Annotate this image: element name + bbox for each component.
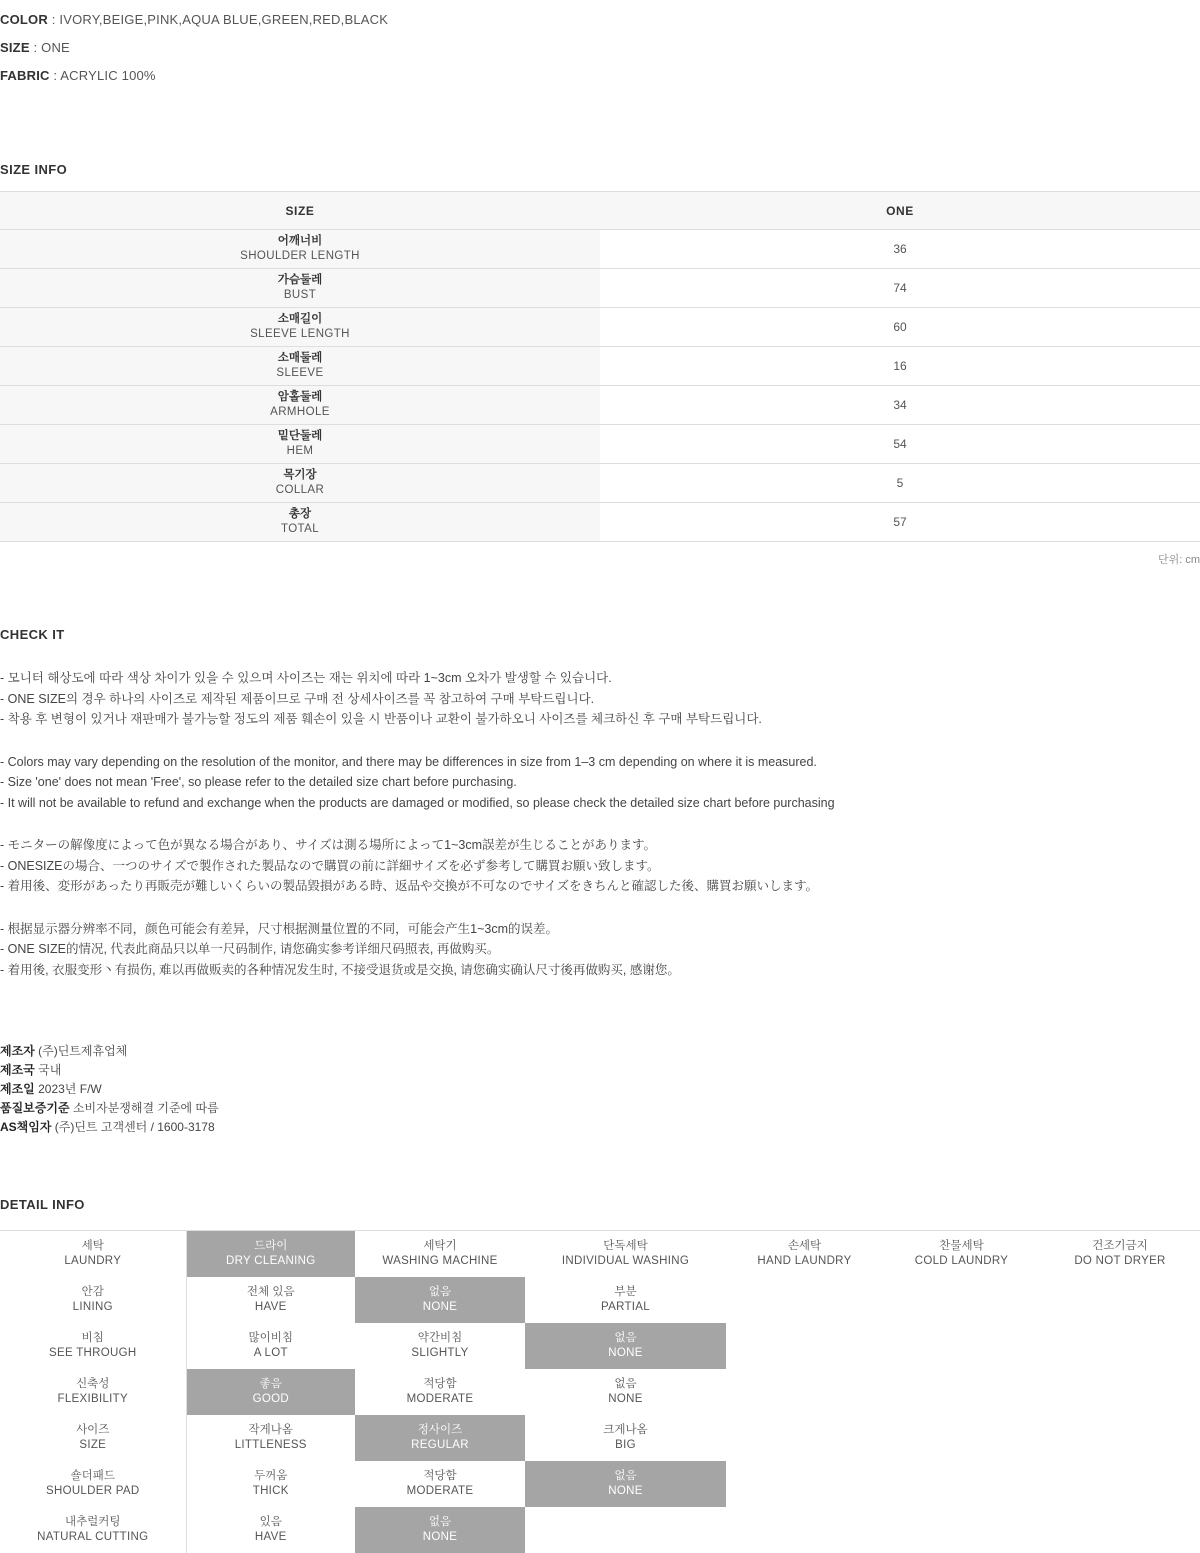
size-row-kr: 소매길이 [277, 313, 323, 325]
size-row-kr: 암홀둘레 [277, 391, 323, 403]
detail-head-kr: 내추럴커팅 [64, 1515, 121, 1528]
detail-head-kr: 신축성 [76, 1377, 110, 1390]
check-line: - It will not be available to refund and exchange when the products are damaged or modified, so please check the detailed size chart before purchasing [0, 795, 835, 810]
size-info-table [0, 191, 1200, 542]
detail-option-size-big[interactable] [525, 1415, 726, 1461]
size-row-name-hem [0, 425, 600, 464]
size-row-kr: 소매둘레 [277, 352, 323, 364]
detail-option-kr: 두꺼움 [254, 1469, 288, 1482]
size-row-name-sleeve [0, 347, 600, 386]
detail-option-en: HAVE [254, 1530, 287, 1543]
detail-head-en: SIZE [79, 1438, 107, 1451]
detail-option-en: NONE [608, 1346, 643, 1359]
detail-option-en: NONE [422, 1530, 458, 1543]
size-table-header-size: SIZE [0, 192, 600, 230]
detail-option-en: PARTIAL [601, 1300, 650, 1313]
check-line: - 모니터 해상도에 따라 색상 차이가 있을 수 있으며 사이즈는 재는 위치에 따라 1~3cm 오차가 발생할 수 있습니다. [0, 671, 612, 685]
maker-value: (주)딘트제휴업체 [34, 1044, 128, 1058]
detail-option-individual-washing[interactable] [525, 1231, 726, 1277]
detail-option-washing-machine[interactable] [355, 1231, 525, 1277]
detail-option-lining-partial[interactable] [525, 1277, 726, 1323]
spec-value-fabric: : ACRYLIC 100% [49, 68, 156, 83]
check-it-japanese-block [0, 835, 1200, 897]
check-line: - Size 'one' does not mean 'Free', so please refer to the detailed size chart before purchasing. [0, 775, 517, 789]
section-title-check-it: CHECK IT [0, 627, 65, 642]
detail-option-en: NONE [608, 1484, 643, 1497]
maker-label: 제조일 [0, 1082, 35, 1096]
detail-option-see-through-slightly[interactable] [355, 1323, 525, 1369]
detail-option-kr: 적당함 [423, 1469, 457, 1482]
detail-info-table [0, 1230, 1200, 1553]
check-line: - ONE SIZE的情况, 代表此商品只以单一尺码制作, 请您确实参考详细尺码照表, 再做购买。 [0, 942, 500, 956]
detail-option-see-through-none[interactable] [525, 1323, 726, 1369]
detail-option-lining-none[interactable] [355, 1277, 525, 1323]
section-title-detail-info: DETAIL INFO [0, 1197, 85, 1212]
detail-head-kr: 숄더패드 [70, 1469, 115, 1482]
table-row [0, 269, 1200, 308]
size-row-value-armhole: 34 [600, 386, 1200, 425]
check-line: - 着用後、変形があったり再販売が難しいくらいの製品毀損がある時、返品や交換が不可なのでサイズをきちんと確認した後、購買お願いします。 [0, 879, 819, 893]
detail-option-see-through-a-lot[interactable] [186, 1323, 355, 1369]
spec-line-fabric [0, 62, 1200, 90]
spec-value-color: : IVORY,BEIGE,PINK,AQUA BLUE,GREEN,RED,BLACK [47, 12, 389, 27]
maker-line-date [0, 1080, 1200, 1099]
maker-line-warranty [0, 1099, 1200, 1118]
table-row [0, 386, 1200, 425]
detail-row-natural-cutting [0, 1507, 1200, 1553]
check-line: - 착용 후 변형이 있거나 재판매가 불가능할 정도의 제품 훼손이 있을 시 반품이나 교환이 불가하오니 사이즈를 체크하신 후 구매 부탁드립니다. [0, 712, 762, 726]
detail-rowhead-lining [0, 1277, 186, 1323]
size-row-kr: 어깨너비 [277, 235, 323, 247]
maker-label: 제조국 [0, 1063, 35, 1077]
detail-option-kr: 크게나옴 [603, 1423, 648, 1436]
detail-option-en: A LOT [253, 1346, 288, 1359]
size-row-value-shoulder: 36 [600, 230, 1200, 269]
detail-head-kr: 사이즈 [76, 1423, 110, 1436]
check-line: - 根据显示器分辨率不同，颜色可能会有差异，尺寸根据测量位置的不同，可能会产生1~3cm的误差。 [0, 921, 559, 936]
detail-option-kr: 많이비침 [248, 1331, 293, 1344]
detail-row-size [0, 1415, 1200, 1461]
detail-cell-empty [883, 1369, 1040, 1415]
size-row-en: SHOULDER LENGTH [240, 250, 360, 262]
detail-rowhead-size [0, 1415, 186, 1461]
detail-head-en: SHOULDER PAD [46, 1484, 140, 1497]
detail-option-en: WASHING MACHINE [382, 1254, 498, 1267]
detail-option-kr: 세탁기 [423, 1239, 457, 1252]
detail-option-en: DO NOT DRYER [1074, 1254, 1166, 1267]
detail-option-dry-cleaning[interactable] [186, 1231, 355, 1277]
detail-option-en: THICK [252, 1484, 289, 1497]
section-title-size-info: SIZE INFO [0, 162, 68, 177]
spec-value-size: : ONE [29, 40, 70, 55]
maker-value: 소비자분쟁해결 기준에 따름 [69, 1101, 219, 1115]
size-row-en: COLLAR [275, 484, 325, 496]
detail-option-hand-laundry[interactable] [726, 1231, 883, 1277]
check-it-english-block [0, 752, 1200, 814]
spec-list [0, 0, 1200, 90]
size-row-en: SLEEVE LENGTH [250, 328, 350, 340]
detail-rowhead-natural-cutting [0, 1507, 186, 1553]
detail-cell-empty [525, 1507, 726, 1553]
detail-option-kr: 좋음 [259, 1377, 282, 1390]
detail-option-natural-cutting-none[interactable] [355, 1507, 525, 1553]
detail-option-kr: 약간비침 [417, 1331, 463, 1344]
size-row-kr: 가슴둘레 [277, 274, 323, 286]
spec-label-size: SIZE [0, 40, 30, 55]
detail-option-en: BIG [615, 1438, 636, 1451]
detail-option-en: COLD LAUNDRY [914, 1254, 1009, 1267]
size-row-kr: 밑단둘레 [277, 430, 323, 442]
size-row-en: HEM [286, 445, 314, 457]
detail-option-en: MODERATE [406, 1484, 474, 1497]
check-it-chinese-block [0, 919, 1200, 981]
detail-option-kr: 없음 [614, 1469, 637, 1482]
check-line: - ONESIZEの場合、一つのサイズで製作された製品なので購買の前に詳細サイズを必ず参考して購買お願い致します。 [0, 858, 660, 873]
spec-line-size [0, 34, 1200, 62]
size-row-name-sleeve-length [0, 308, 600, 347]
detail-option-kr: 없음 [614, 1377, 637, 1390]
detail-option-en: NONE [608, 1392, 643, 1405]
detail-cell-empty [1040, 1415, 1200, 1461]
detail-head-en: LAUNDRY [64, 1254, 122, 1267]
maker-label: 품질보증기준 [0, 1101, 70, 1115]
detail-option-en: NONE [422, 1300, 458, 1313]
detail-row-laundry [0, 1231, 1200, 1277]
spec-label-color: COLOR [0, 12, 48, 27]
detail-row-lining [0, 1277, 1200, 1323]
size-row-en: BUST [283, 289, 317, 301]
detail-cell-empty [726, 1415, 883, 1461]
table-row [0, 230, 1200, 269]
size-row-en: TOTAL [281, 523, 319, 535]
table-row [0, 503, 1200, 542]
check-it-korean-block [0, 668, 1200, 730]
detail-option-kr: 없음 [428, 1515, 452, 1528]
detail-head-kr: 안감 [81, 1285, 104, 1298]
maker-label: AS책임자 [0, 1120, 52, 1134]
detail-rowhead-laundry [0, 1231, 186, 1277]
detail-row-flexibility [0, 1369, 1200, 1415]
maker-label: 제조자 [0, 1044, 35, 1058]
detail-option-size-regular[interactable] [355, 1415, 525, 1461]
detail-option-natural-cutting-have[interactable] [186, 1507, 355, 1553]
check-line: - モニターの解像度によって色が異なる場合があり、サイズは測る場所によって1~3cm誤差が生じることがあります。 [0, 838, 657, 852]
detail-cell-empty [1040, 1323, 1200, 1369]
detail-option-kr: 정사이즈 [417, 1423, 463, 1436]
detail-option-en: GOOD [252, 1392, 289, 1405]
table-row [0, 308, 1200, 347]
detail-option-en: REGULAR [411, 1438, 469, 1451]
detail-option-size-littleness[interactable] [186, 1415, 355, 1461]
detail-rowhead-see-through [0, 1323, 186, 1369]
size-row-en: ARMHOLE [270, 406, 330, 418]
detail-option-kr: 있음 [259, 1515, 282, 1528]
check-line: - Colors may vary depending on the resolution of the monitor, and there may be differences in size from 1–3 cm depending on where it is measured. [0, 754, 817, 769]
detail-option-en: MODERATE [406, 1392, 474, 1405]
spec-line-color [0, 6, 1200, 34]
detail-head-kr: 세탁 [81, 1239, 104, 1252]
maker-line-as-contact [0, 1118, 1200, 1137]
check-line: - 着用後, 衣服变形丶有损伤, 难以再做贩卖的各种情况发生时, 不接受退货或是交换, 请您确实确认尺寸後再做购买, 感谢您。 [0, 962, 680, 977]
detail-head-en: SEE THROUGH [49, 1346, 137, 1359]
detail-option-kr: 없음 [428, 1285, 452, 1298]
size-unit-note: 단위: cm [1157, 554, 1200, 566]
detail-head-en: FLEXIBILITY [57, 1392, 128, 1405]
detail-option-flexibility-none[interactable] [525, 1369, 726, 1415]
maker-value: (주)딘트 고객센터 / 1600-3178 [51, 1120, 215, 1134]
detail-option-en: HAVE [254, 1300, 287, 1313]
size-row-value-bust: 74 [600, 269, 1200, 308]
detail-cell-empty [1040, 1369, 1200, 1415]
detail-head-en: LINING [72, 1300, 113, 1313]
detail-head-kr: 비침 [81, 1331, 104, 1344]
size-row-name-collar [0, 464, 600, 503]
maker-info-block [0, 1042, 1200, 1137]
detail-option-flexibility-moderate[interactable] [355, 1369, 525, 1415]
size-table-header-row [0, 192, 1200, 230]
size-row-kr: 목기장 [283, 469, 317, 481]
detail-cell-empty [1040, 1277, 1200, 1323]
detail-option-kr: 드라이 [254, 1239, 288, 1252]
table-row [0, 425, 1200, 464]
size-row-en: SLEEVE [276, 367, 324, 379]
size-row-name-armhole [0, 386, 600, 425]
detail-option-kr: 찬물세탁 [939, 1239, 984, 1252]
detail-option-kr: 없음 [614, 1331, 637, 1344]
maker-line-manufacturer [0, 1042, 1200, 1061]
detail-row-see-through [0, 1323, 1200, 1369]
detail-option-en: LITTLENESS [234, 1438, 307, 1451]
detail-cell-empty [883, 1323, 1040, 1369]
maker-line-country [0, 1061, 1200, 1080]
maker-value: 국내 [34, 1063, 62, 1077]
size-row-kr: 총장 [288, 508, 312, 520]
detail-option-cold-laundry[interactable] [883, 1231, 1040, 1277]
detail-option-en: HAND LAUNDRY [757, 1254, 852, 1267]
detail-head-en: NATURAL CUTTING [37, 1530, 149, 1543]
size-row-value-collar: 5 [600, 464, 1200, 503]
check-line: - ONE SIZE의 경우 하나의 사이즈로 제작된 제품이므로 구매 전 상세사이즈를 꼭 참고하여 구매 부탁드립니다. [0, 691, 595, 706]
detail-cell-empty [726, 1369, 883, 1415]
detail-option-kr: 부분 [614, 1285, 637, 1298]
size-row-value-hem: 54 [600, 425, 1200, 464]
detail-option-kr: 건조기금지 [1092, 1239, 1148, 1252]
detail-option-en: DRY CLEANING [226, 1254, 316, 1267]
size-table-header-one: ONE [600, 192, 1200, 230]
spec-label-fabric: FABRIC [0, 68, 50, 83]
detail-option-lining-have[interactable] [186, 1277, 355, 1323]
detail-cell-empty [726, 1507, 883, 1553]
detail-cell-empty [1040, 1507, 1200, 1553]
size-row-value-sleeve-length: 60 [600, 308, 1200, 347]
detail-option-kr: 작게나옴 [248, 1423, 293, 1436]
detail-cell-empty [883, 1415, 1040, 1461]
detail-cell-empty [883, 1277, 1040, 1323]
detail-cell-empty [726, 1323, 883, 1369]
detail-option-kr: 단독세탁 [603, 1239, 648, 1252]
detail-option-kr: 전체 있음 [246, 1285, 295, 1298]
size-row-name-shoulder [0, 230, 600, 269]
maker-value: 2023년 F/W [34, 1082, 102, 1096]
detail-option-flexibility-good[interactable] [186, 1369, 355, 1415]
size-row-value-total: 57 [600, 503, 1200, 542]
table-row [0, 464, 1200, 503]
detail-rowhead-flexibility [0, 1369, 186, 1415]
detail-cell-empty [726, 1277, 883, 1323]
detail-option-do-not-dryer[interactable] [1040, 1231, 1200, 1277]
detail-option-kr: 적당함 [423, 1377, 457, 1390]
detail-option-kr: 손세탁 [787, 1239, 822, 1252]
size-row-name-bust [0, 269, 600, 308]
detail-cell-empty [883, 1507, 1040, 1553]
detail-option-en: SLIGHTLY [411, 1346, 469, 1359]
size-row-value-sleeve: 16 [600, 347, 1200, 386]
table-row [0, 347, 1200, 386]
size-row-name-total [0, 503, 600, 542]
detail-option-en: INDIVIDUAL WASHING [561, 1254, 690, 1267]
